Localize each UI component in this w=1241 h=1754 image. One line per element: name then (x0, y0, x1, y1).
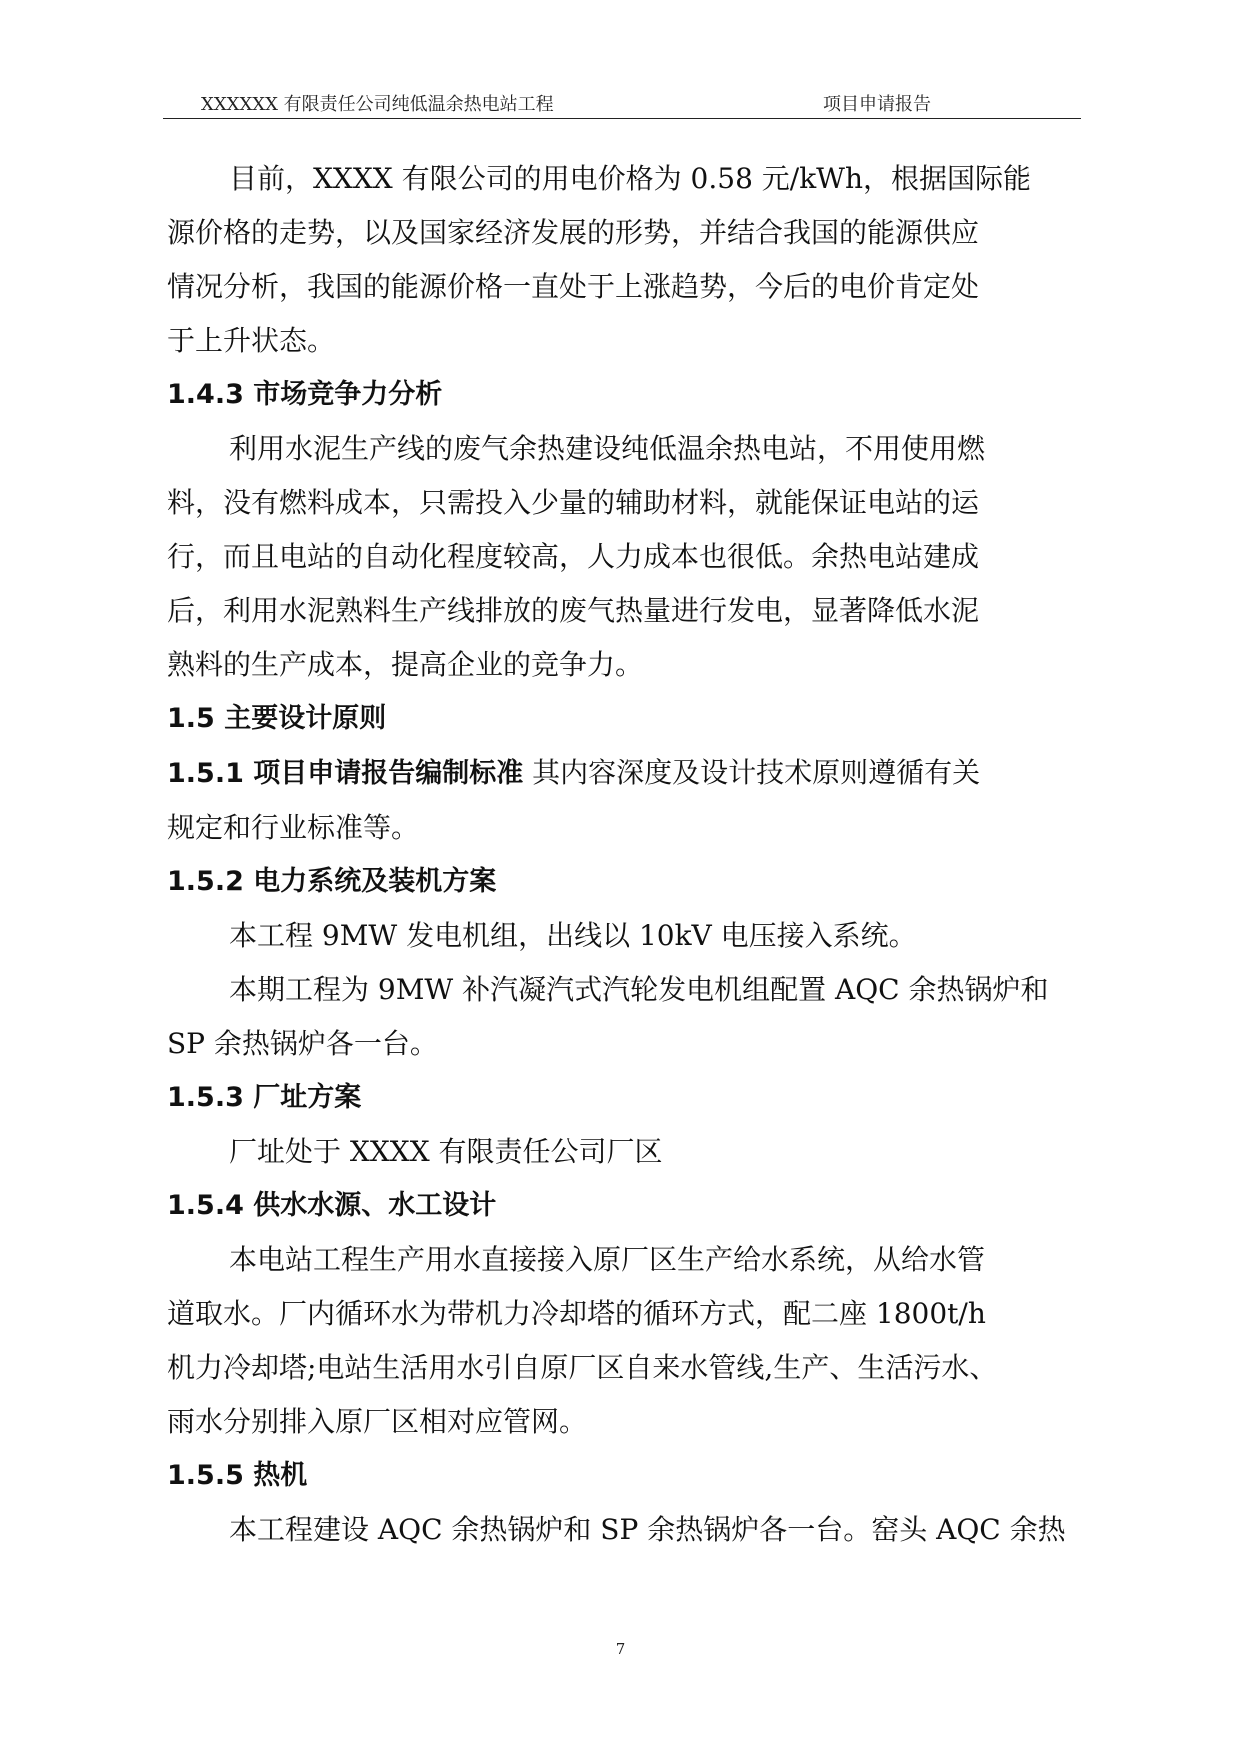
text-line: 后，利用水泥熟料生产线排放的废气热量进行发电，显著降低水泥 (167, 594, 980, 627)
text-line: 本电站工程生产用水直接接入原厂区生产给水系统，从给水管 (229, 1243, 986, 1276)
text-line: SP 余热锅炉各一台。 (167, 1027, 438, 1060)
text-line: 于上升状态。 (167, 324, 336, 357)
paragraph-boilers (167, 963, 1091, 1071)
paragraph-competitiveness (167, 422, 1091, 692)
paragraph-site: 厂址处于 XXXX 有限责任公司厂区 (229, 1135, 663, 1168)
text-line: 源价格的走势，以及国家经济发展的形势，并结合我国的能源供应 (167, 216, 980, 249)
heading-1-5-5: 1.5.5 热机 (167, 1460, 308, 1491)
text-line: 雨水分别排入原厂区相对应管网。 (167, 1405, 588, 1438)
paragraph-water-supply (167, 1233, 1091, 1449)
text-inline: 其内容深度及设计技术原则遵循有关 (523, 756, 981, 789)
paragraph-thermal: 本工程建设 AQC 余热锅炉和 SP 余热锅炉各一台。窑头 AQC 余热 (229, 1513, 1066, 1546)
heading-1-5-3: 1.5.3 厂址方案 (167, 1082, 362, 1113)
text-line: 行，而且电站的自动化程度较高，人力成本也很低。余热电站建成 (167, 540, 980, 573)
paragraph-1-5-1 (167, 746, 1091, 801)
page-number: 7 (615, 1640, 626, 1658)
text-line: 情况分析，我国的能源价格一直处于上涨趋势，今后的电价肯定处 (167, 270, 980, 303)
heading-1-5-2: 1.5.2 电力系统及装机方案 (167, 866, 497, 897)
paragraph-generator: 本工程 9MW 发电机组，出线以 10kV 电压接入系统。 (229, 919, 917, 952)
header-title: XXXXXX 有限责任公司纯低温余热电站工程 (201, 94, 554, 115)
text-line: 道取水。厂内循环水为带机力冷却塔的循环方式，配二座 1800t/h (167, 1297, 986, 1330)
document-body (167, 152, 1091, 1557)
heading-1-5-1: 1.5.1 项目申请报告编制标准 (167, 758, 524, 789)
text-line: 料，没有燃料成本，只需投入少量的辅助材料，就能保证电站的运 (167, 486, 980, 519)
text-line: 本期工程为 9MW 补汽凝汽式汽轮发电机组配置 AQC 余热锅炉和 (229, 973, 1049, 1006)
heading-1-5-4: 1.5.4 供水水源、水工设计 (167, 1190, 497, 1221)
text-line: 熟料的生产成本，提高企业的竞争力。 (167, 648, 644, 681)
heading-1-4-3: 1.4.3 市场竞争力分析 (167, 379, 443, 410)
page-header (163, 88, 1081, 119)
heading-1-5: 1.5 主要设计原则 (167, 703, 387, 734)
text-line: 机力冷却塔;电站生活用水引自原厂区自来水管线,生产、生活污水、 (167, 1351, 998, 1384)
text-line: 目前，XXXX 有限公司的用电价格为 0.58 元/kWh，根据国际能 (229, 162, 1031, 195)
text-line: 利用水泥生产线的废气余热建设纯低温余热电站，不用使用燃 (229, 432, 986, 465)
text-line: 规定和行业标准等。 (167, 811, 420, 844)
header-report-type: 项目申请报告 (823, 94, 931, 115)
paragraph-electricity-price (167, 152, 1091, 368)
